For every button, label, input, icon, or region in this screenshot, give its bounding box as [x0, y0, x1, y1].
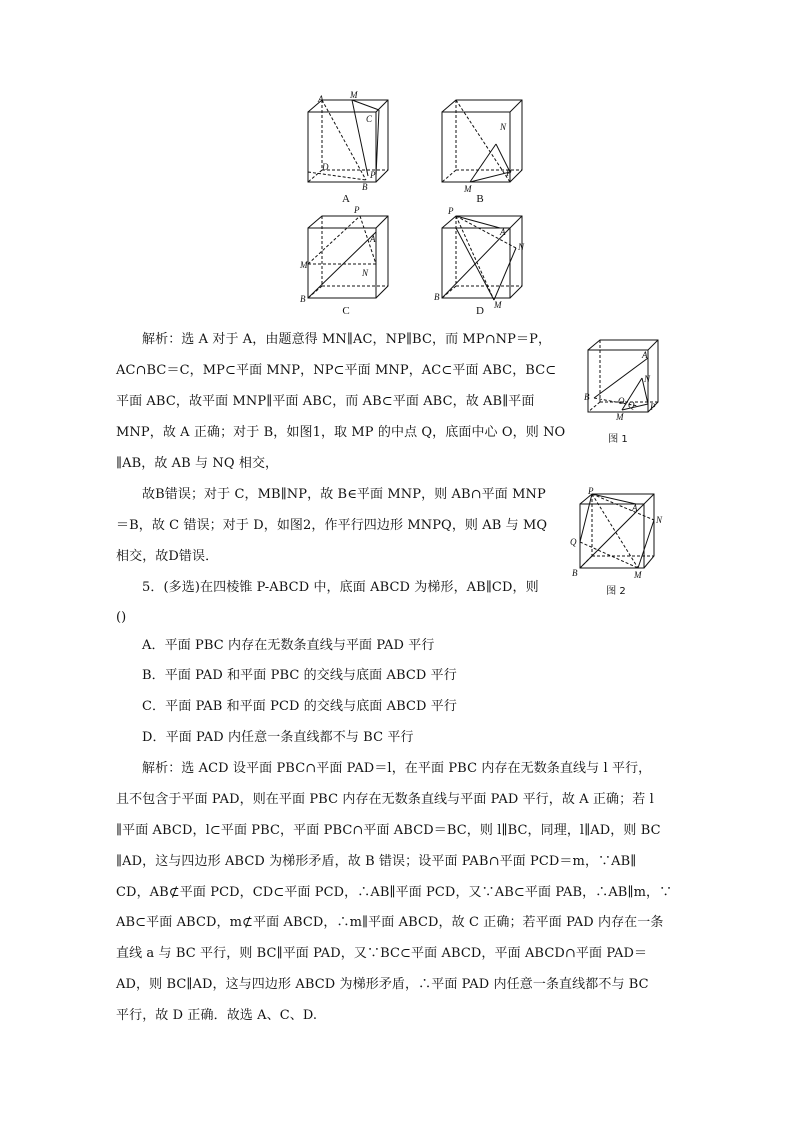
- solution1-line-1: 解析：选 A 对于 A，由题意得 MN∥AC，NP∥BC，而 MP∩NP＝P，: [142, 332, 552, 347]
- label-b: B: [362, 182, 368, 192]
- figure-1-caption: 图 1: [608, 434, 628, 445]
- label-m: M: [634, 570, 642, 580]
- solution1-line-7: ＝B，故 C 错误；对于 D，如图2，作平行四边形 MNPQ，则 AB 与 MQ: [116, 518, 548, 533]
- solution1-line-6: 故B错误；对于 C，MB∥NP，故 B∈平面 MNP，则 AB∩平面 MNP: [142, 487, 546, 502]
- solution2-line-3: ∥平面 ABCD，l⊂平面 PBC，平面 PBC∩平面 ABCD＝BC，则 l∥BC，同理，l∥AD，则 BC: [116, 823, 661, 838]
- label-m: M: [616, 412, 624, 422]
- question5-stem: 5．(多选)在四棱锥 P-ABCD 中，底面 ABCD 为梯形，AB∥CD，则: [142, 580, 539, 595]
- cube-diagram-a: [300, 92, 400, 192]
- figure-d-caption: D: [476, 305, 484, 317]
- option-c: C．平面 PAB 和平面 PCD 的交线与底面 ABCD 平行: [142, 699, 458, 714]
- solution1-line-4: MNP，故 A 正确；对于 B，如图1，取 MP 的中点 Q，底面中心 O，则 NO: [116, 425, 566, 440]
- label-b: B: [572, 568, 578, 578]
- label-m: M: [494, 300, 502, 310]
- label-a: A: [318, 94, 324, 104]
- label-p: P: [506, 168, 512, 178]
- cube-diagram-fig2: [566, 486, 666, 580]
- cube-diagram-b: [434, 92, 534, 192]
- figure-d: [434, 208, 534, 308]
- solution2-line-1: 解析：选 ACD 设平面 PBC∩平面 PAD＝l，在平面 PBC 内存在无数条直线与 l 平行，: [142, 761, 652, 776]
- figure-c-caption: C: [342, 305, 350, 317]
- label-m: M: [464, 184, 472, 194]
- figure-1: [582, 334, 672, 424]
- label-p: P: [354, 205, 360, 215]
- label-q: Q: [570, 537, 577, 547]
- label-b: B: [584, 392, 590, 402]
- solution2-line-8: AD，则 BC∥AD，这与四边形 ABCD 为梯形矛盾，∴平面 PAD 内任意一条直线都不与 BC: [116, 977, 649, 992]
- label-n: N: [500, 122, 507, 132]
- label-n: N: [362, 268, 369, 278]
- option-b: B．平面 PAD 和平面 PBC 的交线与底面 ABCD 平行: [142, 668, 457, 683]
- label-p: P: [650, 402, 656, 412]
- label-d: D: [322, 162, 329, 172]
- cube-diagram-fig1: [582, 334, 672, 424]
- label-p: P: [588, 486, 594, 496]
- label-a: A: [632, 503, 638, 513]
- question5-blank: (): [116, 610, 127, 625]
- figure-a-caption: A: [342, 193, 350, 205]
- label-n: N: [518, 242, 525, 252]
- label-n: N: [656, 515, 663, 525]
- solution1-line-3: 平面 ABC，故平面 MNP∥平面 ABC，而 AB⊂平面 ABC，故 AB∥平面: [116, 394, 535, 409]
- figure-c: [300, 205, 400, 308]
- figure-a: [300, 92, 400, 192]
- solution2-line-5: CD，AB⊄平面 PCD，CD⊂平面 PCD，∴AB∥平面 PCD，又∵AB⊂平面 PAB，∴AB∥m，∵: [116, 885, 673, 900]
- option-a: A．平面 PBC 内存在无数条直线与平面 PAD 平行: [142, 638, 435, 653]
- option-d: D．平面 PAD 内任意一条直线都不与 BC 平行: [142, 730, 414, 745]
- figure-2-caption: 图 2: [606, 586, 626, 597]
- solution1-line-2: AC∩BC＝C，MP⊂平面 MNP，NP⊂平面 MNP，AC⊂平面 ABC，BC⊂: [116, 363, 557, 378]
- label-a: A: [642, 350, 648, 360]
- label-o: O: [618, 396, 625, 406]
- solution2-line-9: 平行，故 D 正确．故选 A、C、D.: [116, 1008, 318, 1023]
- solution1-line-5: ∥AB，故 AB 与 NQ 相交，: [116, 456, 279, 471]
- solution1-line-8: 相交，故D错误．: [116, 549, 219, 564]
- label-q: Q: [628, 400, 635, 410]
- solution2-line-6: AB⊂平面 ABCD，m⊄平面 ABCD，∴m∥平面 ABCD，故 C 正确；若平面 PAD 内存在一条: [116, 915, 664, 930]
- figure-b-caption: B: [476, 193, 484, 205]
- label-b: B: [300, 294, 306, 304]
- label-a: A: [500, 227, 506, 237]
- cube-diagram-c: [300, 205, 400, 308]
- figure-2: [566, 486, 666, 580]
- label-p: P: [448, 206, 454, 216]
- label-m: M: [300, 260, 308, 270]
- label-m: M: [350, 90, 358, 100]
- label-a: A: [370, 234, 376, 244]
- label-n: N: [644, 374, 651, 384]
- cube-diagram-d: [434, 208, 534, 308]
- figure-b: [434, 92, 534, 192]
- solution2-line-2: 且不包含于平面 PAD，则在平面 PBC 内存在无数条直线与平面 PAD 平行，故 A 正确；若 l: [116, 792, 654, 807]
- label-c: C: [366, 114, 373, 124]
- label-p: P: [370, 170, 376, 180]
- solution2-line-4: ∥AD，这与四边形 ABCD 为梯形矛盾，故 B 错误；设平面 PAB∩平面 PCD＝m，∵AB∥: [116, 854, 637, 869]
- solution2-line-7: 直线 a 与 BC 平行，则 BC∥平面 PAD，又∵BC⊂平面 ABCD，平面 ABCD∩平面 PAD＝: [116, 946, 648, 961]
- label-b: B: [434, 292, 440, 302]
